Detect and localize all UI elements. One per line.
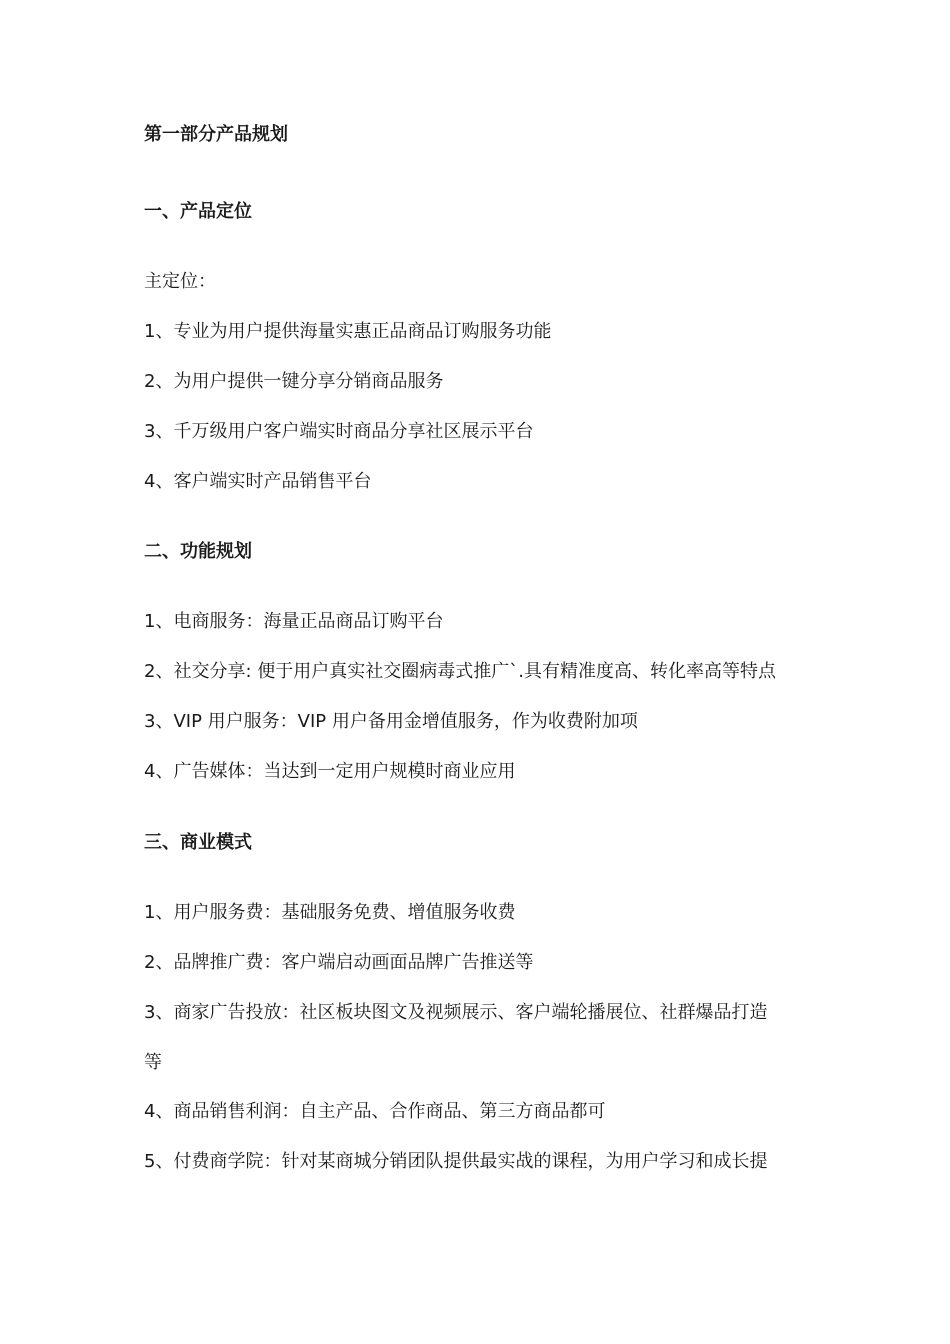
list-item: 4、客户端实时产品销售平台 — [144, 471, 372, 492]
list-item: 4、商品销售利润：自主产品、合作商品、第三方商品都可 — [144, 1101, 606, 1122]
list-item: 1、专业为用户提供海量实惠正品商品订购服务功能 — [144, 321, 552, 342]
list-item: 4、广告媒体：当达到一定用户规模时商业应用 — [144, 761, 516, 782]
list-item: 3、VIP 用户服务：VIP 用户备用金增值服务，作为收费附加项 — [144, 711, 638, 732]
list-item: 1、用户服务费：基础服务免费、增值服务收费 — [144, 902, 516, 923]
part-title: 第一部分产品规划 — [144, 124, 288, 145]
list-item: 2、为用户提供一键分享分销商品服务 — [144, 371, 444, 392]
section-heading-features: 二、功能规划 — [144, 541, 252, 562]
list-item: 3、商家广告投放：社区板块图文及视频展示、客户端轮播展位、社群爆品打造 — [144, 1002, 768, 1023]
list-item: 5、付费商学院：针对某商城分销团队提供最实战的课程，为用户学习和成长提 — [144, 1151, 768, 1172]
list-item: 1、电商服务：海量正品商品订购平台 — [144, 611, 444, 632]
positioning-intro: 主定位： — [144, 271, 216, 292]
list-item-continuation: 等 — [144, 1052, 162, 1073]
section-heading-business-model: 三、商业模式 — [144, 832, 252, 853]
list-item: 3、千万级用户客户端实时商品分享社区展示平台 — [144, 421, 534, 442]
section-heading-positioning: 一、产品定位 — [144, 201, 252, 222]
list-item: 2、品牌推广费：客户端启动画面品牌广告推送等 — [144, 952, 534, 973]
list-item: 2、社交分享: 便于用户真实社交圈病毒式推广`.具有精准度高、转化率高等特点 — [144, 661, 776, 682]
